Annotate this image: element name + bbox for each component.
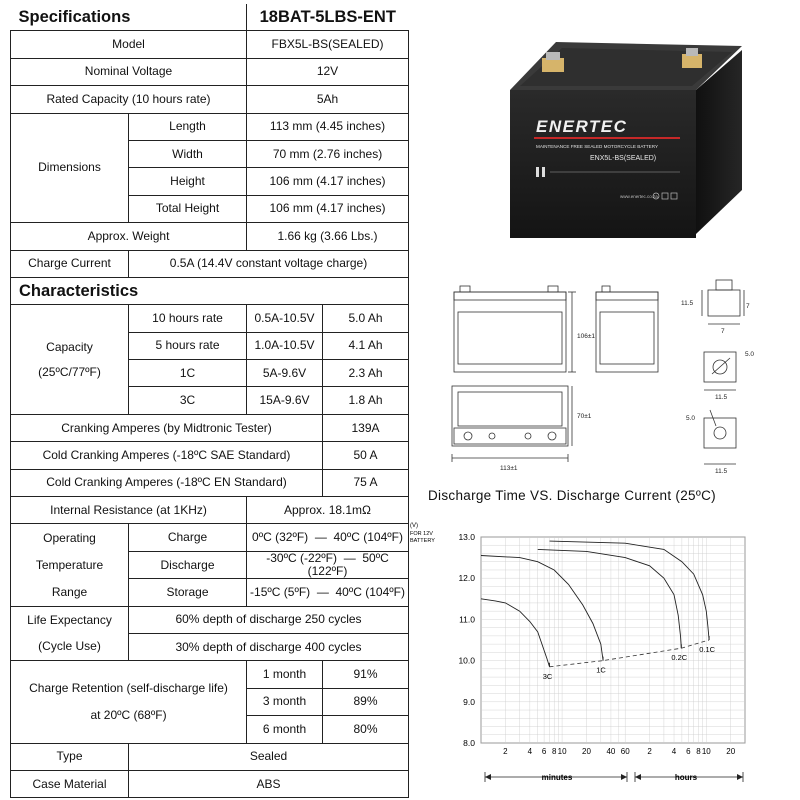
operating-label-line3: Range bbox=[51, 584, 88, 599]
type-label: Type bbox=[11, 743, 129, 770]
temp-min: 0ºC (32ºF) bbox=[252, 530, 309, 545]
website-text: www.enertec.co.za bbox=[620, 194, 658, 199]
table-row bbox=[11, 223, 409, 250]
retention-label-line1: Charge Retention (self-discharge life) bbox=[29, 680, 228, 695]
table-row bbox=[11, 305, 409, 332]
brand-logo: ENERTEC bbox=[536, 117, 628, 136]
table-row bbox=[11, 250, 409, 277]
cca-sae-value: 50 A bbox=[323, 442, 409, 469]
capacity-label-line2: (25ºC/77ºF) bbox=[38, 364, 101, 379]
x-tick-label-minutes: 20 bbox=[582, 747, 591, 756]
height-value: 106 mm (4.17 inches) bbox=[247, 168, 409, 195]
table-row bbox=[11, 442, 409, 469]
side-view bbox=[596, 292, 658, 372]
retention-period: 6 month bbox=[247, 716, 323, 743]
x-tick-label-minutes: 6 bbox=[541, 747, 547, 756]
battery-model-label: ENX5L-BS(SEALED) bbox=[590, 155, 657, 162]
y-tick-label: 8.0 bbox=[463, 738, 475, 748]
height-dim-label: 106±1 bbox=[577, 333, 596, 340]
terminal-detail bbox=[708, 290, 740, 316]
x-axis-unit-bars bbox=[485, 772, 743, 782]
terminal-dim-3: 7 bbox=[721, 328, 725, 335]
x-tick-label-minutes: 60 bbox=[620, 747, 630, 756]
weight-value: 1.66 kg (3.66 Lbs.) bbox=[247, 223, 409, 250]
retention-value: 89% bbox=[323, 688, 409, 715]
cca-sae-label: Cold Cranking Amperes (-18ºC SAE Standard) bbox=[11, 442, 323, 469]
discharge-curves bbox=[481, 541, 716, 681]
x-tick-label-minutes: 2 bbox=[503, 747, 508, 756]
y-tick-label: 10.0 bbox=[458, 655, 475, 666]
capacity-condition: 0.5A-10.5V bbox=[247, 305, 323, 332]
y-tick-label: 9.0 bbox=[463, 696, 475, 707]
temp-range bbox=[247, 524, 409, 551]
table-row bbox=[11, 58, 409, 85]
terminal-dim-5: 5.0 bbox=[745, 351, 755, 358]
life-label-line2: (Cycle Use) bbox=[11, 633, 129, 660]
temp-mode: Charge bbox=[129, 524, 247, 551]
discharge-chart bbox=[405, 515, 800, 800]
terminal-detail-bolt bbox=[704, 418, 736, 448]
chart-grid bbox=[481, 537, 745, 743]
capacity-value: 4.1 Ah bbox=[323, 332, 409, 359]
capacity-rate: 10 hours rate bbox=[129, 305, 247, 332]
capacity-value: 5.0 Ah bbox=[323, 305, 409, 332]
operating-label-line2: Temperature bbox=[35, 557, 104, 572]
capacity-condition: 15A-9.6V bbox=[247, 387, 323, 414]
y-tick-label: 13.0 bbox=[458, 532, 475, 542]
x-tick-label-minutes: 8 bbox=[552, 747, 557, 756]
width-label: Width bbox=[129, 140, 247, 167]
case-value: ABS bbox=[129, 770, 409, 797]
temp-min: -30ºC (-22ºF) bbox=[266, 551, 338, 565]
part-number: 18BAT-5LBS-ENT bbox=[247, 4, 409, 31]
temp-max: 40ºC (104ºF) bbox=[333, 530, 403, 545]
retention-label-line2: at 20ºC (68ºF) bbox=[90, 707, 167, 722]
terminal-dim-6: 11.5 bbox=[715, 394, 728, 401]
capacity-rated-value: 5Ah bbox=[247, 86, 409, 113]
temp-mode: Storage bbox=[129, 579, 247, 606]
total-height-value: 106 mm (4.17 inches) bbox=[247, 195, 409, 222]
x-tick-label-minutes: 4 bbox=[527, 747, 533, 756]
table-row bbox=[11, 469, 409, 496]
cranking-label: Cranking Amperes (by Midtronic Tester) bbox=[11, 414, 323, 441]
retention-period: 3 month bbox=[247, 688, 323, 715]
voltage-value: 12V bbox=[247, 58, 409, 85]
table-row bbox=[11, 497, 409, 524]
series-label: 3C bbox=[542, 671, 553, 681]
temp-range bbox=[247, 551, 409, 578]
specifications-title: Specifications bbox=[11, 4, 247, 31]
length-label: Length bbox=[129, 113, 247, 140]
series-label: 0.2C bbox=[671, 653, 688, 663]
voltage-label: Nominal Voltage bbox=[11, 58, 247, 85]
table-row bbox=[11, 770, 409, 797]
cca-en-label: Cold Cranking Amperes (-18ºC EN Standard) bbox=[11, 469, 323, 496]
temp-max: 50ºC (122ºF) bbox=[307, 551, 389, 578]
terminal-dim-8: 11.5 bbox=[715, 468, 728, 474]
temp-dash: — bbox=[343, 551, 356, 565]
terminal-dim-1: 11.5 bbox=[681, 300, 694, 307]
capacity-condition: 5A-9.6V bbox=[247, 360, 323, 387]
top-view bbox=[452, 386, 568, 446]
retention-period: 1 month bbox=[247, 661, 323, 688]
cca-en-value: 75 A bbox=[323, 469, 409, 496]
front-view-lid bbox=[454, 292, 566, 300]
width-value: 70 mm (2.76 inches) bbox=[247, 140, 409, 167]
charge-current-label: Charge Current bbox=[11, 250, 129, 277]
battery-subtitle: MAINTENANCE FREE SEALED MOTORCYCLE BATTERY bbox=[536, 144, 659, 149]
temp-max: 40ºC (104ºF) bbox=[335, 584, 405, 599]
retention-value: 91% bbox=[323, 661, 409, 688]
table-row bbox=[11, 524, 409, 551]
temp-dash: — bbox=[314, 530, 327, 545]
table-row bbox=[11, 414, 409, 441]
temp-mode: Discharge bbox=[129, 551, 247, 578]
width-dim-label: 70±1 bbox=[577, 413, 592, 420]
characteristics-title: Characteristics bbox=[11, 277, 409, 304]
x-tick-label-hours: 4 bbox=[671, 747, 677, 756]
series-line-3C bbox=[481, 599, 550, 667]
series-label: 0.1C bbox=[699, 645, 716, 654]
x-tick-label-hours: 10 bbox=[701, 747, 711, 756]
temp-dash: — bbox=[316, 584, 329, 599]
dimensions-label: Dimensions bbox=[11, 113, 129, 223]
retention-value: 80% bbox=[323, 716, 409, 743]
table-row bbox=[11, 86, 409, 113]
spec-table bbox=[10, 4, 409, 798]
length-dim-label: 113±1 bbox=[500, 465, 518, 472]
case-label: Case Material bbox=[11, 770, 129, 797]
resistance-label: Internal Resistance (at 1KHz) bbox=[11, 497, 247, 524]
x-tick-label-minutes: 40 bbox=[606, 747, 616, 756]
terminal-dim-7: 5.0 bbox=[686, 415, 696, 422]
life-value: 30% depth of discharge 400 cycles bbox=[129, 633, 409, 660]
front-view bbox=[454, 292, 566, 372]
series-line-0_2C bbox=[538, 549, 682, 648]
model-label: Model bbox=[11, 31, 247, 58]
capacity-rate: 3C bbox=[129, 387, 247, 414]
capacity-rate: 1C bbox=[129, 360, 247, 387]
x-axis-label-minutes: minutes bbox=[541, 773, 573, 782]
charge-current-value: 0.5A (14.4V constant voltage charge) bbox=[129, 250, 409, 277]
y-axis-ticks bbox=[458, 532, 475, 748]
battery-image bbox=[480, 20, 750, 250]
capacity-label bbox=[11, 305, 129, 415]
x-axis-label-hours: hours bbox=[674, 773, 698, 782]
x-tick-label-hours: 8 bbox=[696, 747, 701, 756]
operating-temp-label bbox=[11, 524, 129, 606]
x-tick-label-hours: 6 bbox=[686, 747, 691, 756]
capacity-label-line1: Capacity bbox=[46, 339, 93, 354]
y-tick-label: 12.0 bbox=[458, 573, 475, 584]
series-label: 1C bbox=[596, 665, 606, 675]
cranking-value: 139A bbox=[323, 414, 409, 441]
capacity-condition: 1.0A-10.5V bbox=[247, 332, 323, 359]
chart-title: Discharge Time VS. Discharge Current (25ºC) bbox=[428, 488, 716, 503]
type-value: Sealed bbox=[129, 743, 409, 770]
life-value: 60% depth of discharge 250 cycles bbox=[129, 606, 409, 633]
temp-min: -15ºC (5ºF) bbox=[250, 584, 311, 599]
x-tick-label-hours: 2 bbox=[647, 747, 652, 756]
resistance-value: Approx. 18.1mΩ bbox=[247, 497, 409, 524]
y-axis-note-line2: BATTERY bbox=[410, 538, 435, 544]
plot-frame bbox=[481, 537, 745, 743]
series-line-0_1C bbox=[550, 541, 710, 640]
table-row bbox=[11, 633, 409, 660]
y-axis-note-line1: FOR 12V bbox=[410, 531, 433, 537]
temp-range bbox=[247, 579, 409, 606]
y-axis-unit: (V) bbox=[410, 523, 418, 529]
table-row bbox=[11, 113, 409, 140]
table-row bbox=[11, 743, 409, 770]
total-height-label: Total Height bbox=[129, 195, 247, 222]
y-tick-label: 11.0 bbox=[459, 614, 475, 625]
weight-label: Approx. Weight bbox=[11, 223, 247, 250]
dimension-drawing bbox=[440, 278, 780, 474]
life-label-line1: Life Expectancy bbox=[11, 606, 129, 633]
capacity-value: 2.3 Ah bbox=[323, 360, 409, 387]
x-axis-ticks bbox=[503, 747, 736, 756]
height-label: Height bbox=[129, 168, 247, 195]
model-value: FBX5L-BS(SEALED) bbox=[247, 31, 409, 58]
capacity-value: 1.8 Ah bbox=[323, 387, 409, 414]
length-value: 113 mm (4.45 inches) bbox=[247, 113, 409, 140]
terminal-dim-2: 7 bbox=[746, 303, 750, 310]
x-tick-label-hours: 20 bbox=[726, 747, 736, 756]
operating-label-line1: Operating bbox=[43, 530, 96, 545]
table-row bbox=[11, 661, 409, 688]
capacity-rate: 5 hours rate bbox=[129, 332, 247, 359]
retention-label bbox=[11, 661, 247, 743]
table-row bbox=[11, 31, 409, 58]
capacity-rated-label: Rated Capacity (10 hours rate) bbox=[11, 86, 247, 113]
x-tick-label-minutes: 10 bbox=[557, 747, 567, 756]
table-row bbox=[11, 606, 409, 633]
